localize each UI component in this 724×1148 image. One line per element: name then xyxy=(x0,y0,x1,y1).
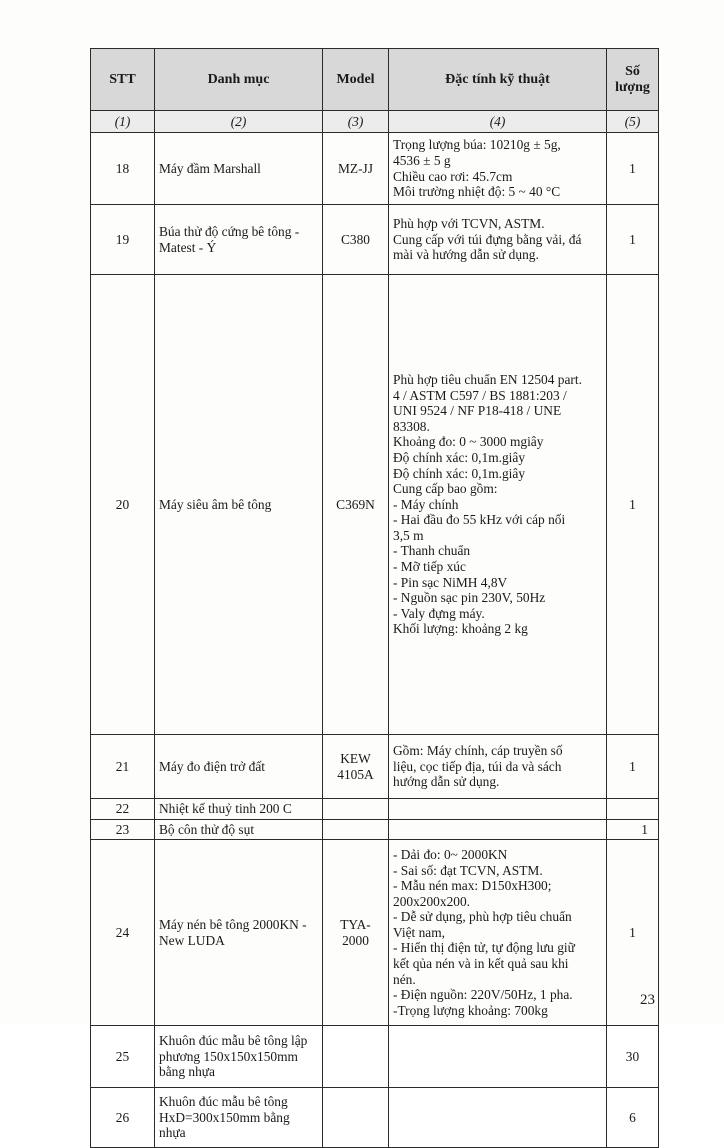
spec-line: - Mỡ tiếp xúc xyxy=(393,559,466,575)
spec-line: 83308. xyxy=(393,418,430,434)
spec-line: 3,5 m xyxy=(393,527,424,543)
spec-cell xyxy=(389,840,607,1026)
spec-line: 4536 ± 5 g xyxy=(393,152,451,168)
item-name-line: Máy nén bê tông 2000KN - xyxy=(159,917,307,933)
spec-line: - Valy đựng máy. xyxy=(393,605,485,621)
spec-line: 200x200x200. xyxy=(393,893,470,909)
item-name-line: HxD=300x150mm bằng xyxy=(159,1109,290,1125)
item-name-line: bằng nhựa xyxy=(159,1064,215,1080)
model-cell xyxy=(323,840,389,1026)
spec-line: Khoảng đo: 0 ~ 3000 mgiây xyxy=(393,434,544,450)
stt-cell: 24 xyxy=(91,840,155,1026)
model-line: TYA- xyxy=(340,917,371,933)
spec-line: Gồm: Máy chính, cáp truyền số xyxy=(393,743,563,759)
model-cell xyxy=(323,735,389,799)
item-name-line: Máy đầm Marshall xyxy=(159,160,261,176)
spec-line: mài và hướng dẫn sử dụng. xyxy=(393,247,539,263)
spec-cell xyxy=(389,799,607,820)
item-name-cell xyxy=(155,840,323,1026)
item-name-line: nhựa xyxy=(159,1125,186,1141)
col-number: (2) xyxy=(155,111,323,133)
col-number: (1) xyxy=(91,111,155,133)
item-name-cell xyxy=(155,735,323,799)
model-line: 2000 xyxy=(342,932,369,948)
model-line: 4105A xyxy=(337,766,374,782)
item-name-line: Bộ côn thử độ sụt xyxy=(159,821,255,837)
item-name-cell xyxy=(155,1088,323,1148)
stt-cell: 25 xyxy=(91,1026,155,1088)
quantity-cell: 6 xyxy=(607,1088,659,1148)
spec-cell xyxy=(389,205,607,275)
header-stt: STT xyxy=(91,49,155,111)
table-row xyxy=(91,205,659,275)
spec-line: - Nguồn sạc pin 230V, 50Hz xyxy=(393,590,546,606)
spec-line: Khối lượng: khoảng 2 kg xyxy=(393,621,528,637)
spec-line: Cung cấp với túi đựng bằng vải, đá xyxy=(393,231,582,247)
spec-line: hướng dẫn sử dụng. xyxy=(393,774,500,790)
spec-line: Phù hợp với TCVN, ASTM. xyxy=(393,216,545,232)
spec-line: Môi trường nhiệt độ: 5 ~ 40 °C xyxy=(393,184,561,200)
table-row xyxy=(91,1088,659,1148)
spec-line: Cung cấp bao gồm: xyxy=(393,481,498,497)
spec-cell xyxy=(389,735,607,799)
stt-cell: 20 xyxy=(91,275,155,735)
model-line: MZ-JJ xyxy=(338,160,373,176)
spec-cell xyxy=(389,275,607,735)
spec-line: Chiều cao rơi: 45.7cm xyxy=(393,168,513,184)
spec-line: Trọng lượng búa: 10210g ± 5g, xyxy=(393,137,561,153)
spec-line: - Điện nguồn: 220V/50Hz, 1 pha. xyxy=(393,987,573,1003)
model-cell xyxy=(323,1026,389,1088)
spec-line: - Hiển thị điện tử, tự động lưu giữ xyxy=(393,940,575,956)
header-qty-line2: lượng xyxy=(615,79,650,95)
spec-line: Việt nam, xyxy=(393,924,445,940)
spec-line: - Pin sạc NiMH 4,8V xyxy=(393,574,508,590)
quantity-cell: 1 xyxy=(607,133,659,205)
spec-line: -Trọng lượng khoảng: 700kg xyxy=(393,1002,548,1018)
model-line: C369N xyxy=(336,496,375,512)
spec-line: 4 / ASTM C597 / BS 1881:203 / xyxy=(393,387,567,403)
header-model: Model xyxy=(323,49,389,111)
spec-line: nén. xyxy=(393,971,416,987)
spec-cell xyxy=(389,133,607,205)
stt-cell: 18 xyxy=(91,133,155,205)
item-name-line: Khuôn đúc mẫu bê tông lập xyxy=(159,1033,308,1049)
column-number-row xyxy=(91,111,659,133)
col-number: (3) xyxy=(323,111,389,133)
table-row xyxy=(91,1026,659,1088)
spec-cell xyxy=(389,1088,607,1148)
item-name-cell xyxy=(155,133,323,205)
spec-cell xyxy=(389,819,607,840)
table-row xyxy=(91,840,659,1026)
stt-cell: 23 xyxy=(91,819,155,840)
item-name-line: New LUDA xyxy=(159,932,225,948)
quantity-cell: 1 xyxy=(607,840,659,1026)
col-number: (4) xyxy=(389,111,607,133)
model-cell xyxy=(323,133,389,205)
spec-line: - Dễ sử dụng, phù hợp tiêu chuẩn xyxy=(393,909,572,925)
spec-line: - Hai đầu đo 55 kHz với cáp nối xyxy=(393,512,566,528)
quantity-cell: 30 xyxy=(607,1026,659,1088)
table-row xyxy=(91,799,659,820)
spec-line: - Máy chính xyxy=(393,496,459,512)
model-line: KEW xyxy=(340,750,371,766)
header-name: Danh mục xyxy=(155,49,323,111)
stt-cell: 21 xyxy=(91,735,155,799)
item-name-line: Búa thử độ cứng bê tông - xyxy=(159,223,300,239)
stt-cell: 22 xyxy=(91,799,155,820)
equipment-table xyxy=(90,48,659,1148)
stt-cell: 26 xyxy=(91,1088,155,1148)
quantity-cell: 1 xyxy=(607,205,659,275)
item-name-cell xyxy=(155,819,323,840)
item-name-line: phương 150x150x150mm xyxy=(159,1048,298,1064)
item-name-cell xyxy=(155,799,323,820)
margin-stamp-mark xyxy=(700,640,718,740)
quantity-cell: 1 xyxy=(607,275,659,735)
spec-line: kết qủa nén và in kết quả sau khi xyxy=(393,956,569,972)
spec-line: Phù hợp tiêu chuẩn EN 12504 part. xyxy=(393,371,582,387)
item-name-line: Máy đo điện trở đất xyxy=(159,758,266,774)
spec-line: liệu, cọc tiếp địa, túi da và sách xyxy=(393,758,562,774)
quantity-cell: 1 xyxy=(607,735,659,799)
model-cell xyxy=(323,819,389,840)
quantity-cell xyxy=(607,799,659,820)
item-name-line: Khuôn đúc mẫu bê tông xyxy=(159,1094,288,1110)
spec-line: - Thanh chuẩn xyxy=(393,543,471,559)
col-number: (5) xyxy=(607,111,659,133)
header-spec: Đặc tính kỹ thuật xyxy=(389,49,607,111)
model-cell xyxy=(323,275,389,735)
item-name-line: Nhiệt kế thuỷ tinh 200 C xyxy=(159,801,292,816)
table-header-row xyxy=(91,49,659,111)
model-line: C380 xyxy=(340,231,371,247)
table-row xyxy=(91,275,659,735)
page-number: 23 xyxy=(640,992,655,1008)
quantity-cell: 1 xyxy=(607,819,659,840)
item-name-cell xyxy=(155,205,323,275)
spec-line: - Mẫu nén max: D150xH300; xyxy=(393,878,552,894)
header-qty xyxy=(607,49,659,111)
model-cell xyxy=(323,205,389,275)
header-qty-line1: Số xyxy=(625,63,640,79)
table-row xyxy=(91,819,659,840)
model-cell xyxy=(323,799,389,820)
stt-cell: 19 xyxy=(91,205,155,275)
item-name-cell xyxy=(155,1026,323,1088)
item-name-line: Matest - Ý xyxy=(159,239,217,255)
item-name-line: Máy siêu âm bê tông xyxy=(159,496,272,512)
spec-line: Độ chính xác: 0,1m.giây xyxy=(393,449,526,465)
spec-line: - Sai số: đạt TCVN, ASTM. xyxy=(393,862,543,878)
table-row xyxy=(91,735,659,799)
spec-line: - Dải đo: 0~ 2000KN xyxy=(393,846,508,862)
spec-line: Độ chính xác: 0,1m.giây xyxy=(393,465,526,481)
spec-cell xyxy=(389,1026,607,1088)
spec-line: UNI 9524 / NF P18-418 / UNE xyxy=(393,403,562,419)
item-name-cell xyxy=(155,275,323,735)
model-cell xyxy=(323,1088,389,1148)
table-row xyxy=(91,133,659,205)
